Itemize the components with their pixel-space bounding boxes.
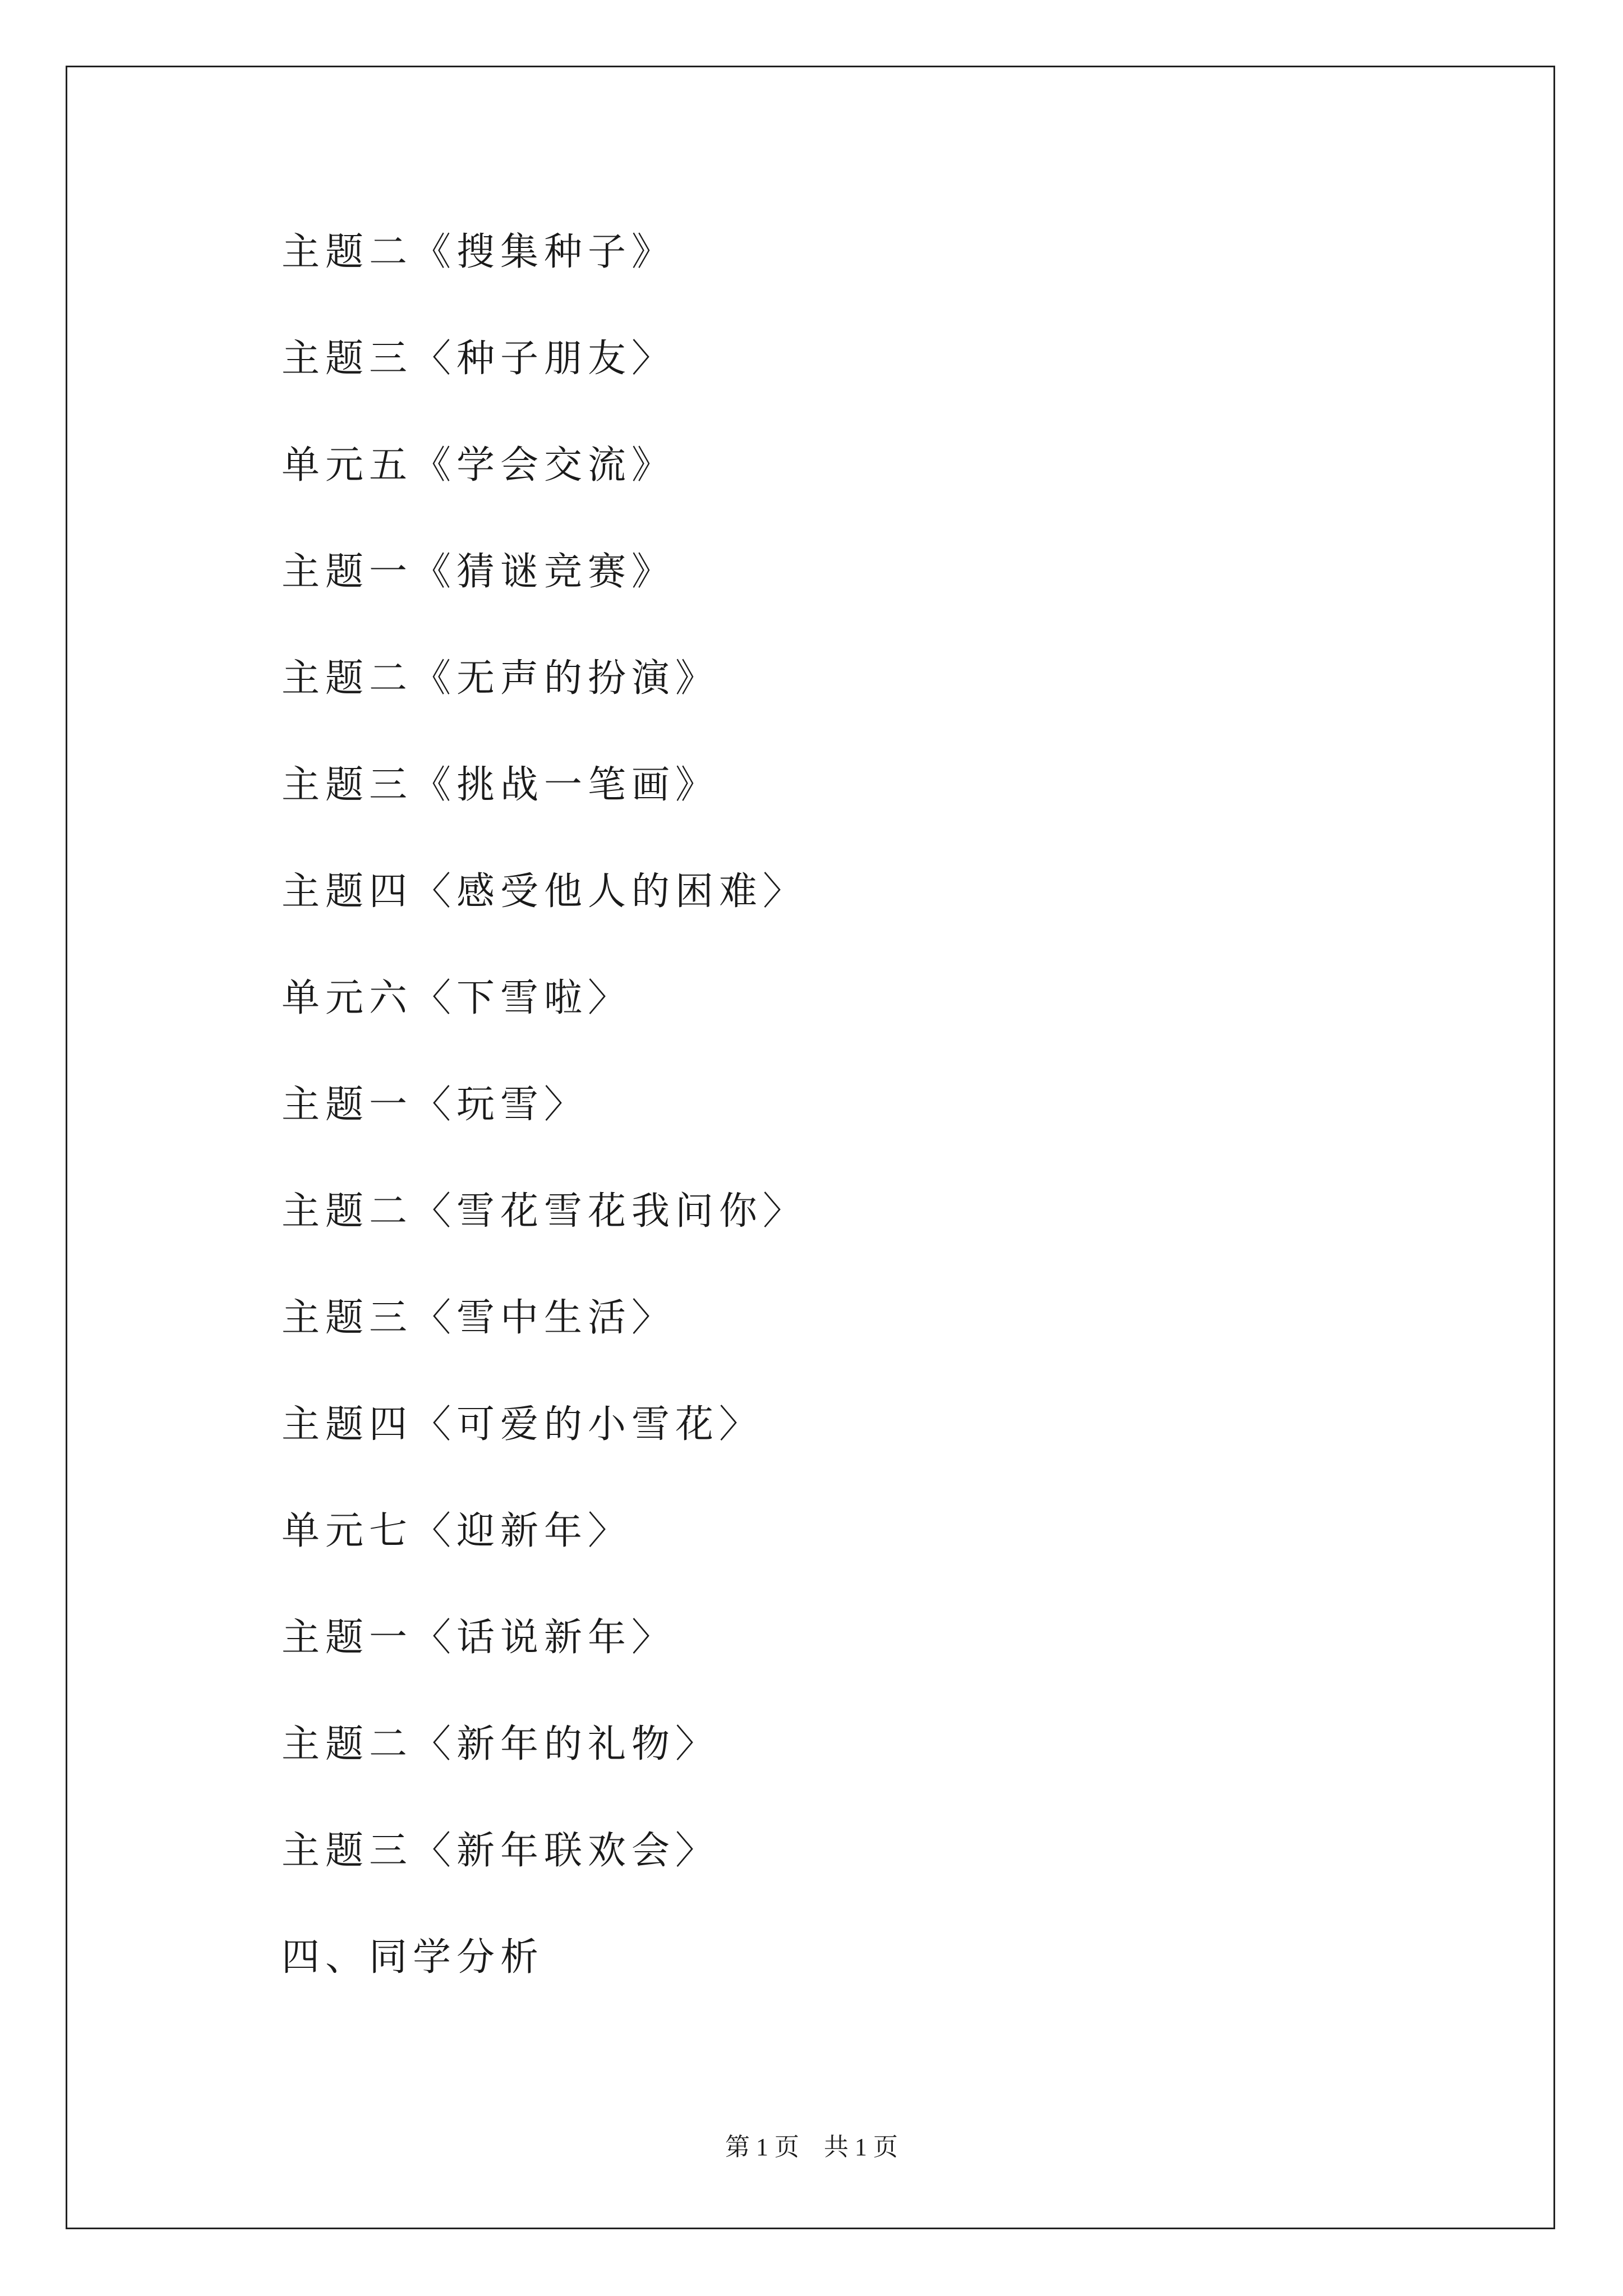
document-line: 主题二《搜集种子》 xyxy=(282,230,676,274)
document-line: 主题二〈雪花雪花我问你〉 xyxy=(282,1189,807,1234)
document-line: 主题三〈新年联欢会〉 xyxy=(282,1829,720,1873)
document-line: 主题三《挑战一笔画》 xyxy=(282,763,720,807)
section-heading: 四、同学分析 xyxy=(282,1935,545,1980)
document-line: 主题四〈可爱的小雪花〉 xyxy=(282,1402,763,1447)
document-line: 主题三〈种子朋友〉 xyxy=(282,337,676,381)
document-line: 主题二《无声的扮演》 xyxy=(282,656,720,701)
document-line: 主题一《猜谜竞赛》 xyxy=(282,550,676,594)
document-line: 主题一〈玩雪〉 xyxy=(282,1083,588,1127)
document-line: 主题三〈雪中生活〉 xyxy=(282,1296,676,1340)
page-number-footer: 第 1 页 共 1 页 xyxy=(725,2133,898,2161)
document-line: 主题一〈话说新年〉 xyxy=(282,1616,676,1660)
document-line: 主题二〈新年的礼物〉 xyxy=(282,1722,720,1766)
document-line: 主题四〈感受他人的困难〉 xyxy=(282,869,807,914)
document-line: 单元七〈迎新年〉 xyxy=(282,1509,632,1553)
page-border xyxy=(66,66,1555,2229)
document-line: 单元五《学会交流》 xyxy=(282,443,676,487)
document-line: 单元六〈下雪啦〉 xyxy=(282,976,632,1020)
